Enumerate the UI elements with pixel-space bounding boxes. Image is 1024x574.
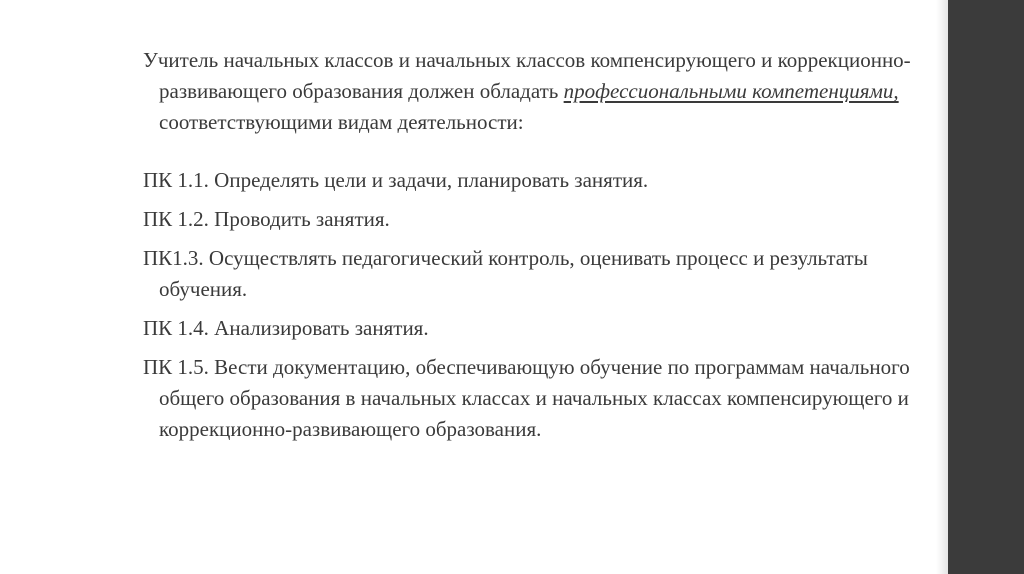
intro-paragraph [143, 45, 923, 138]
competency-item-1-5: ПК 1.5. Вести документацию, обеспечивающую обучение по программам начального общего образования в начальных классах и начальных классах компенсирующего и коррекционно-развивающего образования. [143, 355, 910, 441]
intro-text-before: Учитель начальных классов и начальных классов компенсирующего и коррекционно-развивающего образования должен обладать [143, 48, 911, 103]
intro-text-after: соответствующими видам деятельности: [159, 110, 524, 134]
intro-emphasis: профессиональными компетенциями, [563, 79, 899, 103]
right-side-bar [948, 0, 1024, 574]
slide-edge-shadow [936, 0, 948, 574]
competency-item-1-4: ПК 1.4. Анализировать занятия. [143, 316, 429, 340]
competency-item-1-1: ПК 1.1. Определять цели и задачи, планировать занятия. [143, 168, 649, 192]
competency-item-1-3: ПК1.3. Осуществлять педагогический контроль, оценивать процесс и результаты обучения. [143, 246, 868, 301]
slide-content [143, 45, 923, 453]
competency-item-1-2: ПК 1.2. Проводить занятия. [143, 207, 390, 231]
